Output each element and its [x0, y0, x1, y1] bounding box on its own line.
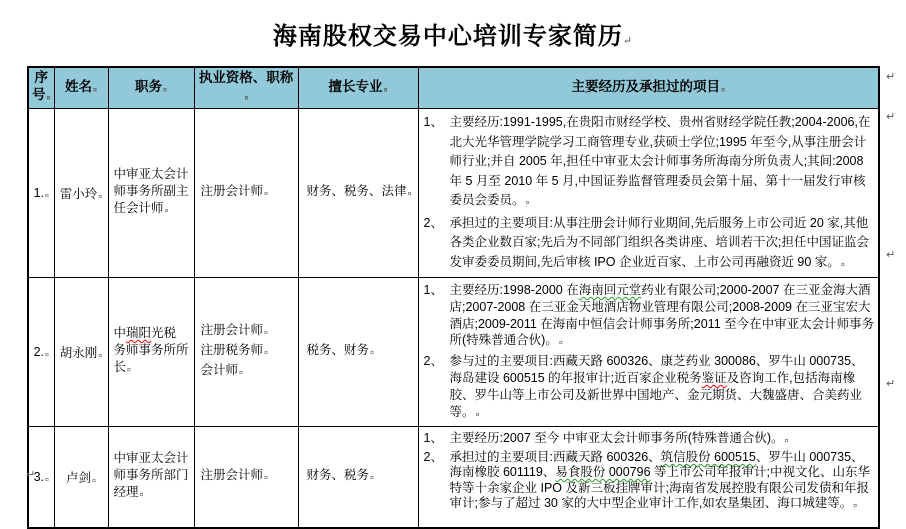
- cell-specialty: 税务、财务¤: [298, 278, 418, 427]
- cell-position: [108, 109, 194, 278]
- cell-end-mark: ¤: [784, 438, 789, 446]
- qualification-line: [201, 322, 296, 342]
- text-segment: 中审亚太会计师事务所副主任会计师: [113, 167, 189, 215]
- cell-end-mark: ¤: [139, 492, 144, 500]
- cell-end-mark: ¤: [92, 478, 96, 486]
- text-segment: 、罗牛山 000735、海南橡胶 601119、: [449, 449, 864, 480]
- cell-end-mark: ¤: [475, 411, 480, 419]
- cell-specialty: 财务、税务、法律¤: [298, 109, 418, 278]
- row-end-mark: ↵: [886, 71, 896, 83]
- experience-item-text: [450, 431, 876, 449]
- qualification-text: 注册会计师: [200, 323, 264, 338]
- experience-item-text: [450, 353, 876, 424]
- text-segment: 及咨询工作,包括海南橡胶、罗牛山等上市公司及新世界中国地产、金元期货、大魏盛唐、合美药业等。: [449, 370, 863, 419]
- experts-table: [27, 66, 880, 529]
- header-experience: 主要经历及承担过的项目¤: [418, 67, 879, 109]
- paragraph-mark: ↵: [26, 469, 36, 481]
- experience-item-text: [450, 113, 876, 214]
- experience-item: [424, 450, 876, 515]
- cell-position: [108, 427, 194, 529]
- experience-item: [424, 431, 876, 449]
- experience-item-text: [450, 282, 876, 353]
- table-header-row: [28, 67, 879, 109]
- experience-item-number: 2、: [423, 449, 443, 464]
- experience-item-number: 1、: [423, 115, 443, 129]
- cell-end-mark: ¤: [45, 193, 49, 200]
- row-end-mark: ↵: [886, 249, 896, 261]
- cell-end-mark: ¤: [45, 352, 49, 360]
- qualification-text: 注册会计师: [200, 184, 264, 198]
- cell-end-mark: ¤: [853, 503, 858, 510]
- cell-end-mark: ¤: [525, 200, 530, 207]
- cell-specialty: 财务、税务¤: [298, 427, 418, 529]
- table-row: [28, 109, 879, 278]
- header-no: 序号¤: [28, 67, 54, 109]
- cell-name: 胡永刚¤: [54, 278, 108, 427]
- experience-item-text: [450, 214, 876, 276]
- cell-qualification: [194, 278, 298, 427]
- cell-end-mark: ¤: [93, 86, 97, 94]
- cell-end-mark: ¤: [98, 353, 103, 361]
- text-segment: 海南回元堂: [578, 283, 642, 297]
- qualification-text: 注册会计师: [200, 468, 264, 483]
- cell-end-mark: ¤: [239, 370, 243, 378]
- qualification-line: [201, 183, 296, 203]
- cell-end-mark: ¤: [264, 330, 268, 338]
- text-segment: 药业有限公司;2000-2007 在三亚金海大酒店;2007-2008 在三亚金天地酒店物业管理有限公司;2008-2009 在三亚宝宏大酒店;2009-2011 在海南中恒信会计师事务所;2011 至今在中审亚太会计师事务所(特殊普通合伙)。: [449, 283, 875, 348]
- text-segment: 中: [113, 326, 127, 341]
- cell-end-mark: ¤: [46, 95, 51, 102]
- row-end-mark: ↵: [886, 378, 896, 390]
- cell-end-mark: ¤: [370, 475, 374, 483]
- experience-item-number: 1、: [423, 431, 443, 446]
- cell-no: 1.¤: [28, 109, 54, 278]
- text-segment: 等上市公司年报审计;中视文化、山东华特等十余家企业 IPO 及新三板挂牌审计;海南省发展控股有限公司发债和年报审计;参与了超过 30 家的大中型企业审计工作,如农垦集团、海口城建等。: [449, 465, 870, 510]
- qualification-text: 会计师: [200, 363, 239, 378]
- text-segment: 瑞阳: [126, 326, 152, 341]
- table-row: [28, 427, 879, 529]
- cell-qualification: [194, 427, 298, 529]
- cell-end-mark: ¤: [370, 350, 374, 358]
- page-title-text: 海南股权交易中心培训专家简历: [272, 24, 623, 50]
- cell-end-mark: ¤: [264, 350, 268, 358]
- cell-experience: [418, 109, 879, 278]
- cell-end-mark: ¤: [98, 194, 103, 201]
- cell-experience: [418, 278, 879, 427]
- cell-end-mark: ¤: [264, 475, 268, 483]
- cell-no: 2.¤: [28, 278, 54, 427]
- cell-end-mark: ¤: [45, 477, 49, 485]
- cell-end-mark: ¤: [407, 191, 412, 198]
- experience-item: [424, 113, 876, 214]
- row-end-mark: ↵: [886, 111, 896, 123]
- cell-end-mark: ¤: [127, 367, 131, 375]
- text-segment: 筑信股份 600515: [660, 449, 756, 464]
- page-title: [0, 16, 906, 51]
- text-segment: 主要经历:1991-1995,在贵阳市财经学校、贵州省财经学院任教;2004-2006,在北大光华管理学院学习工商管理专业,获硕士学位;1995 年至今,从事注册会计师行业;并自 2005 年,担任中审亚太会计师事务所海南分所负责人;其间:2008 年 5 月至 2010 年 5 月,中国证券监督管理委员会第十届、第十一届发行审核委员会委员。: [449, 115, 871, 207]
- text-segment: 主要经历:2007 至今 中审亚太会计师事务所(特殊普通合伙)。: [449, 431, 784, 446]
- cell-end-mark: ¤: [264, 191, 268, 198]
- experience-item-number: 1、: [423, 283, 443, 297]
- text-segment: 参与过的主要项目:西藏天路 600326、康芝药业 300086、罗牛山 000735、海岛建设 600515 的年报审计;近百家企业税务: [449, 354, 864, 385]
- cell-no: 3.¤: [28, 427, 54, 529]
- experience-item: [424, 353, 876, 424]
- qualification-text: 注册税务师: [200, 343, 264, 358]
- cell-end-mark: ¤: [721, 86, 725, 94]
- header-specialty: 擅长专业¤: [298, 67, 418, 109]
- cell-position: [108, 278, 194, 427]
- cell-end-mark: ¤: [840, 261, 845, 269]
- cell-name: 卢剑¤: [54, 427, 108, 529]
- table-row: [28, 278, 879, 427]
- cell-end-mark: ¤: [163, 86, 167, 94]
- header-position: 职务¤: [108, 67, 194, 109]
- experience-item-number: 2、: [423, 215, 443, 230]
- cell-experience: [418, 427, 879, 529]
- text-segment: 中审亚太会计师事务所部门经理: [113, 451, 189, 500]
- cell-end-mark: ¤: [383, 86, 388, 94]
- cell-qualification: [194, 109, 298, 278]
- cell-end-mark: ¤: [558, 340, 563, 348]
- cell-name: 雷小玲¤: [54, 109, 108, 278]
- experience-item: [424, 282, 876, 353]
- experience-item: [424, 214, 876, 276]
- experience-item-text: [450, 450, 876, 515]
- header-qualification: 执业资格、职称¤: [194, 67, 298, 109]
- paragraph-mark: ↵: [622, 35, 634, 47]
- text-segment: 承担过的主要项目:西藏天路 600326、: [449, 449, 661, 464]
- header-name: 姓名¤: [54, 67, 108, 109]
- qualification-line: [201, 362, 296, 382]
- text-segment: 鉴证: [701, 370, 727, 385]
- text-segment: 承担过的主要项目:从事注册会计师行业期间,先后服务上市公司近 20 家,其他各类企业数百家;先后为不同部门组织各类讲座、培训若干次;担任中国证监会发审委委员期间,先后审核 IPO 企业近百家、上市公司再融资近 90 家。: [449, 215, 869, 269]
- qualification-line: [201, 342, 296, 362]
- cell-end-mark: ¤: [244, 95, 249, 102]
- text-segment: 光税务师事务所所长: [113, 326, 189, 375]
- text-segment: 易食股份 000796: [555, 465, 651, 480]
- cell-end-mark: ¤: [164, 208, 169, 215]
- qualification-line: [201, 467, 296, 487]
- text-segment: 主要经历:1998-2000 在: [449, 283, 579, 297]
- experience-item-number: 2、: [423, 354, 443, 369]
